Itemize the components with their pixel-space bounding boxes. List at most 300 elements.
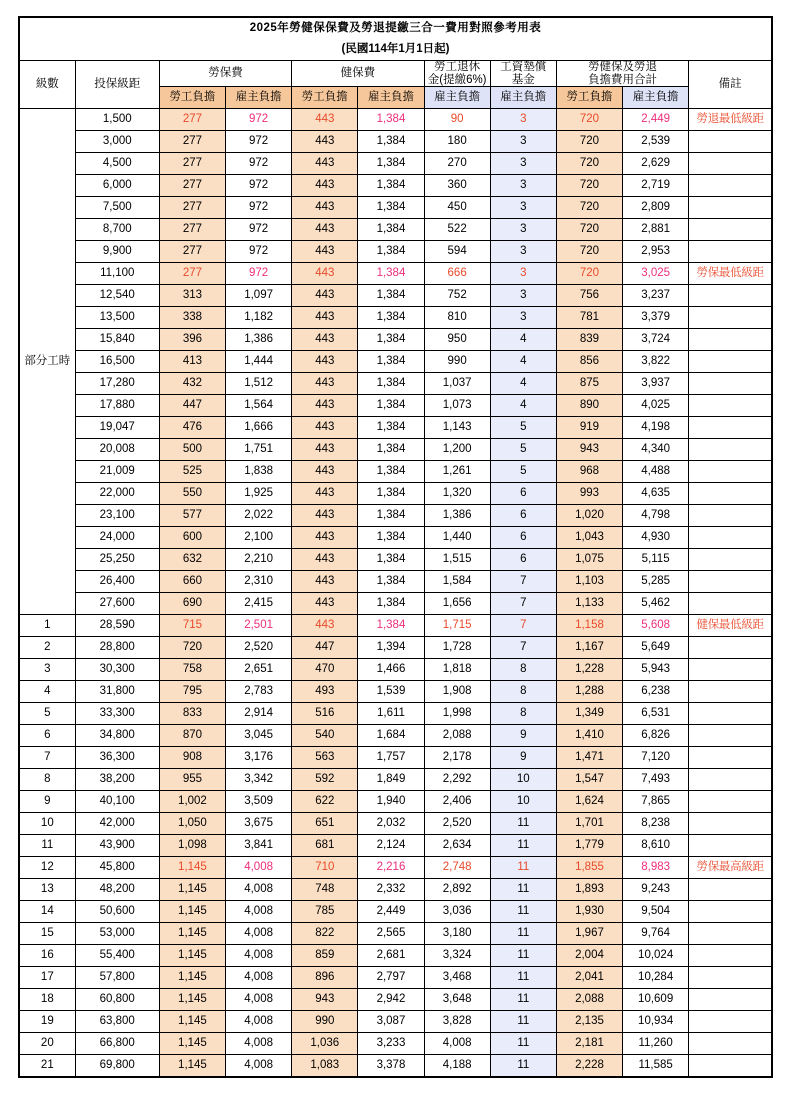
- cell-salary-bracket: 11,100: [75, 263, 159, 285]
- cell-labor-pension: 1,143: [424, 417, 490, 439]
- cell-total-employer: 4,198: [623, 417, 689, 439]
- cell-note: [689, 571, 772, 593]
- cell-wage-fund: 3: [490, 109, 556, 131]
- table-row: [19, 483, 772, 505]
- cell-labor-pension: 3,324: [424, 945, 490, 967]
- cell-health-insurance-employee: 443: [292, 461, 358, 483]
- cell-total-employee: 720: [556, 197, 622, 219]
- cell-salary-bracket: 25,250: [75, 549, 159, 571]
- cell-salary-bracket: 23,100: [75, 505, 159, 527]
- table-row: [19, 725, 772, 747]
- table-row: [19, 813, 772, 835]
- cell-total-employee: 993: [556, 483, 622, 505]
- cell-health-insurance-employer: 2,124: [358, 835, 424, 857]
- cell-total-employee: 2,228: [556, 1055, 622, 1078]
- cell-health-insurance-employee: 748: [292, 879, 358, 901]
- table-row: [19, 681, 772, 703]
- cell-labor-pension: 1,656: [424, 593, 490, 615]
- table-row: [19, 197, 772, 219]
- cell-health-insurance-employer: 2,449: [358, 901, 424, 923]
- cell-health-insurance-employee: 785: [292, 901, 358, 923]
- cell-level: 9: [19, 791, 75, 813]
- cell-note: [689, 439, 772, 461]
- cell-health-insurance-employee: 681: [292, 835, 358, 857]
- cell-note: [689, 219, 772, 241]
- cell-labor-insurance-employer: 2,651: [226, 659, 292, 681]
- header-total-employer: 雇主負擔: [623, 87, 689, 109]
- cell-labor-pension: 1,037: [424, 373, 490, 395]
- cell-note: [689, 461, 772, 483]
- cell-total-employee: 2,041: [556, 967, 622, 989]
- cell-total-employee: 919: [556, 417, 622, 439]
- cell-labor-insurance-employee: 1,145: [159, 923, 225, 945]
- cell-salary-bracket: 40,100: [75, 791, 159, 813]
- cell-level: 21: [19, 1055, 75, 1078]
- cell-total-employer: 4,488: [623, 461, 689, 483]
- cell-health-insurance-employer: 1,384: [358, 197, 424, 219]
- cell-wage-fund: 11: [490, 923, 556, 945]
- cell-health-insurance-employer: 2,681: [358, 945, 424, 967]
- cell-labor-insurance-employee: 277: [159, 219, 225, 241]
- cell-health-insurance-employer: 1,384: [358, 373, 424, 395]
- cell-labor-insurance-employer: 4,008: [226, 879, 292, 901]
- cell-labor-insurance-employer: 4,008: [226, 1055, 292, 1078]
- cell-note: 勞保最高級距: [689, 857, 772, 879]
- cell-salary-bracket: 16,500: [75, 351, 159, 373]
- cell-salary-bracket: 66,800: [75, 1033, 159, 1055]
- cell-wage-fund: 5: [490, 417, 556, 439]
- cell-note: [689, 373, 772, 395]
- cell-labor-insurance-employee: 577: [159, 505, 225, 527]
- cell-health-insurance-employee: 443: [292, 241, 358, 263]
- cell-total-employee: 1,701: [556, 813, 622, 835]
- cell-note: [689, 659, 772, 681]
- table-row: [19, 923, 772, 945]
- cell-level: 18: [19, 989, 75, 1011]
- table-row: [19, 747, 772, 769]
- cell-note: [689, 241, 772, 263]
- cell-note: 健保最低級距: [689, 615, 772, 637]
- cell-labor-pension: 270: [424, 153, 490, 175]
- cell-wage-fund: 8: [490, 703, 556, 725]
- cell-labor-insurance-employer: 3,675: [226, 813, 292, 835]
- cell-health-insurance-employee: 443: [292, 329, 358, 351]
- cell-wage-fund: 7: [490, 615, 556, 637]
- table-row: [19, 285, 772, 307]
- cell-health-insurance-employee: 651: [292, 813, 358, 835]
- cell-wage-fund: 3: [490, 131, 556, 153]
- cell-labor-pension: 1,908: [424, 681, 490, 703]
- cell-labor-insurance-employee: 632: [159, 549, 225, 571]
- cell-health-insurance-employer: 1,384: [358, 395, 424, 417]
- cell-labor-insurance-employer: 2,310: [226, 571, 292, 593]
- cell-labor-insurance-employer: 4,008: [226, 901, 292, 923]
- cell-labor-pension: 1,998: [424, 703, 490, 725]
- cell-note: [689, 967, 772, 989]
- cell-total-employee: 2,181: [556, 1033, 622, 1055]
- cell-labor-pension: 180: [424, 131, 490, 153]
- cell-salary-bracket: 48,200: [75, 879, 159, 901]
- cell-note: [689, 395, 772, 417]
- cell-labor-insurance-employer: 1,564: [226, 395, 292, 417]
- cell-health-insurance-employee: 622: [292, 791, 358, 813]
- cell-labor-insurance-employer: 2,914: [226, 703, 292, 725]
- cell-labor-insurance-employee: 277: [159, 131, 225, 153]
- cell-labor-insurance-employer: 972: [226, 263, 292, 285]
- cell-labor-insurance-employer: 4,008: [226, 923, 292, 945]
- cell-salary-bracket: 9,900: [75, 241, 159, 263]
- cell-health-insurance-employee: 443: [292, 417, 358, 439]
- cell-total-employer: 4,340: [623, 439, 689, 461]
- cell-health-insurance-employee: 443: [292, 285, 358, 307]
- cell-wage-fund: 7: [490, 571, 556, 593]
- cell-wage-fund: 3: [490, 197, 556, 219]
- header-li-employee: 勞工負擔: [159, 87, 225, 109]
- cell-total-employee: 856: [556, 351, 622, 373]
- cell-labor-insurance-employer: 1,512: [226, 373, 292, 395]
- cell-total-employee: 1,893: [556, 879, 622, 901]
- cell-health-insurance-employer: 2,332: [358, 879, 424, 901]
- cell-total-employee: 781: [556, 307, 622, 329]
- cell-level: 20: [19, 1033, 75, 1055]
- cell-level: 6: [19, 725, 75, 747]
- cell-labor-pension: 2,634: [424, 835, 490, 857]
- page-subtitle: (民國114年1月1日起): [19, 39, 772, 61]
- cell-note: [689, 747, 772, 769]
- table-row: [19, 241, 772, 263]
- cell-labor-insurance-employer: 972: [226, 175, 292, 197]
- cell-health-insurance-employee: 443: [292, 153, 358, 175]
- cell-labor-pension: 522: [424, 219, 490, 241]
- cell-note: [689, 131, 772, 153]
- cell-health-insurance-employer: 1,384: [358, 549, 424, 571]
- cell-note: [689, 901, 772, 923]
- cell-labor-insurance-employee: 277: [159, 241, 225, 263]
- cell-wage-fund: 11: [490, 901, 556, 923]
- cell-total-employee: 1,167: [556, 637, 622, 659]
- cell-note: [689, 923, 772, 945]
- subtitle-row: [19, 39, 772, 61]
- cell-labor-pension: 3,036: [424, 901, 490, 923]
- cell-health-insurance-employer: 1,384: [358, 571, 424, 593]
- cell-salary-bracket: 27,600: [75, 593, 159, 615]
- cell-total-employer: 3,025: [623, 263, 689, 285]
- cell-total-employer: 2,539: [623, 131, 689, 153]
- cell-labor-insurance-employee: 1,098: [159, 835, 225, 857]
- cell-labor-insurance-employer: 1,444: [226, 351, 292, 373]
- cell-wage-fund: 6: [490, 483, 556, 505]
- cell-total-employer: 2,953: [623, 241, 689, 263]
- cell-total-employer: 10,284: [623, 967, 689, 989]
- cell-total-employer: 11,260: [623, 1033, 689, 1055]
- cell-total-employee: 2,004: [556, 945, 622, 967]
- cell-labor-insurance-employer: 1,097: [226, 285, 292, 307]
- cell-total-employee: 1,855: [556, 857, 622, 879]
- table-row: [19, 351, 772, 373]
- cell-total-employee: 756: [556, 285, 622, 307]
- cell-health-insurance-employer: 1,940: [358, 791, 424, 813]
- cell-level: 3: [19, 659, 75, 681]
- cell-labor-insurance-employer: 1,838: [226, 461, 292, 483]
- cell-health-insurance-employee: 447: [292, 637, 358, 659]
- cell-health-insurance-employer: 1,539: [358, 681, 424, 703]
- cell-wage-fund: 6: [490, 505, 556, 527]
- cell-health-insurance-employer: 1,384: [358, 307, 424, 329]
- cell-total-employer: 4,798: [623, 505, 689, 527]
- table-row: [19, 373, 772, 395]
- cell-note: [689, 1011, 772, 1033]
- cell-salary-bracket: 8,700: [75, 219, 159, 241]
- cell-labor-insurance-employer: 2,520: [226, 637, 292, 659]
- cell-salary-bracket: 3,000: [75, 131, 159, 153]
- cell-labor-insurance-employee: 908: [159, 747, 225, 769]
- cell-health-insurance-employer: 2,797: [358, 967, 424, 989]
- cell-health-insurance-employer: 1,384: [358, 505, 424, 527]
- cell-labor-insurance-employer: 3,342: [226, 769, 292, 791]
- cell-health-insurance-employer: 1,384: [358, 153, 424, 175]
- cell-total-employer: 4,025: [623, 395, 689, 417]
- cell-note: 勞退最低級距: [689, 109, 772, 131]
- cell-labor-pension: 3,648: [424, 989, 490, 1011]
- cell-health-insurance-employer: 1,384: [358, 527, 424, 549]
- cell-total-employee: 1,158: [556, 615, 622, 637]
- cell-level: 12: [19, 857, 75, 879]
- table-row: [19, 417, 772, 439]
- cell-health-insurance-employee: 443: [292, 439, 358, 461]
- cell-salary-bracket: 6,000: [75, 175, 159, 197]
- cell-health-insurance-employee: 443: [292, 109, 358, 131]
- cell-health-insurance-employer: 1,384: [358, 263, 424, 285]
- cell-total-employee: 1,471: [556, 747, 622, 769]
- cell-wage-fund: 11: [490, 989, 556, 1011]
- cell-salary-bracket: 34,800: [75, 725, 159, 747]
- header-health-insurance: 健保費: [292, 61, 424, 87]
- cell-salary-bracket: 17,280: [75, 373, 159, 395]
- cell-labor-insurance-employer: 972: [226, 109, 292, 131]
- cell-health-insurance-employee: 443: [292, 593, 358, 615]
- cell-health-insurance-employee: 822: [292, 923, 358, 945]
- cell-wage-fund: 5: [490, 461, 556, 483]
- cell-labor-insurance-employee: 1,050: [159, 813, 225, 835]
- header-labor-insurance: 勞保費: [159, 61, 291, 87]
- cell-wage-fund: 3: [490, 263, 556, 285]
- table-row: [19, 549, 772, 571]
- cell-health-insurance-employee: 443: [292, 483, 358, 505]
- cell-health-insurance-employer: 1,849: [358, 769, 424, 791]
- cell-total-employer: 7,493: [623, 769, 689, 791]
- cell-level: 8: [19, 769, 75, 791]
- cell-labor-insurance-employer: 972: [226, 131, 292, 153]
- cell-note: [689, 791, 772, 813]
- cell-total-employee: 890: [556, 395, 622, 417]
- table-row: [19, 703, 772, 725]
- cell-health-insurance-employee: 443: [292, 527, 358, 549]
- cell-health-insurance-employer: 1,384: [358, 439, 424, 461]
- cell-labor-insurance-employer: 4,008: [226, 1033, 292, 1055]
- cell-labor-insurance-employer: 1,182: [226, 307, 292, 329]
- cell-salary-bracket: 20,008: [75, 439, 159, 461]
- cell-labor-insurance-employee: 600: [159, 527, 225, 549]
- cell-wage-fund: 11: [490, 857, 556, 879]
- cell-labor-insurance-employee: 277: [159, 197, 225, 219]
- cell-health-insurance-employee: 859: [292, 945, 358, 967]
- cell-labor-insurance-employee: 720: [159, 637, 225, 659]
- cell-health-insurance-employer: 1,384: [358, 175, 424, 197]
- cell-labor-insurance-employee: 338: [159, 307, 225, 329]
- cell-labor-insurance-employer: 3,045: [226, 725, 292, 747]
- cell-level: 11: [19, 835, 75, 857]
- cell-labor-insurance-employer: 2,210: [226, 549, 292, 571]
- cell-labor-insurance-employee: 870: [159, 725, 225, 747]
- cell-health-insurance-employee: 443: [292, 395, 358, 417]
- cell-wage-fund: 8: [490, 681, 556, 703]
- cell-health-insurance-employer: 2,032: [358, 813, 424, 835]
- cell-health-insurance-employee: 443: [292, 549, 358, 571]
- cell-health-insurance-employer: 3,233: [358, 1033, 424, 1055]
- cell-health-insurance-employee: 540: [292, 725, 358, 747]
- cell-labor-insurance-employer: 4,008: [226, 1011, 292, 1033]
- table-row: [19, 769, 772, 791]
- cell-total-employer: 3,237: [623, 285, 689, 307]
- table-row: [19, 659, 772, 681]
- table-row: [19, 153, 772, 175]
- cell-health-insurance-employee: 493: [292, 681, 358, 703]
- cell-note: [689, 505, 772, 527]
- cell-note: [689, 725, 772, 747]
- cell-labor-insurance-employee: 1,145: [159, 857, 225, 879]
- cell-wage-fund: 11: [490, 1011, 556, 1033]
- cell-labor-insurance-employee: 833: [159, 703, 225, 725]
- cell-level: 10: [19, 813, 75, 835]
- cell-total-employer: 3,822: [623, 351, 689, 373]
- cell-health-insurance-employer: 1,384: [358, 615, 424, 637]
- cell-salary-bracket: 22,000: [75, 483, 159, 505]
- cell-salary-bracket: 26,400: [75, 571, 159, 593]
- cell-total-employer: 2,719: [623, 175, 689, 197]
- cell-labor-pension: 2,892: [424, 879, 490, 901]
- cell-labor-pension: 666: [424, 263, 490, 285]
- header-hi-employee: 勞工負擔: [292, 87, 358, 109]
- cell-note: [689, 527, 772, 549]
- cell-labor-insurance-employee: 1,145: [159, 1033, 225, 1055]
- cell-salary-bracket: 24,000: [75, 527, 159, 549]
- cell-labor-pension: 1,728: [424, 637, 490, 659]
- cell-labor-pension: 360: [424, 175, 490, 197]
- cell-note: [689, 681, 772, 703]
- premium-comparison-table: [18, 16, 773, 1078]
- cell-labor-insurance-employee: 1,002: [159, 791, 225, 813]
- cell-health-insurance-employee: 443: [292, 571, 358, 593]
- cell-wage-fund: 10: [490, 769, 556, 791]
- cell-health-insurance-employer: 1,757: [358, 747, 424, 769]
- cell-labor-pension: 1,261: [424, 461, 490, 483]
- cell-labor-pension: 1,515: [424, 549, 490, 571]
- cell-health-insurance-employee: 710: [292, 857, 358, 879]
- table-row: [19, 637, 772, 659]
- cell-labor-insurance-employee: 525: [159, 461, 225, 483]
- cell-total-employer: 2,629: [623, 153, 689, 175]
- table-row: [19, 527, 772, 549]
- table-row: [19, 945, 772, 967]
- cell-health-insurance-employer: 3,087: [358, 1011, 424, 1033]
- table-row: [19, 571, 772, 593]
- cell-labor-insurance-employer: 4,008: [226, 857, 292, 879]
- cell-salary-bracket: 21,009: [75, 461, 159, 483]
- cell-labor-pension: 594: [424, 241, 490, 263]
- table-row: [19, 1033, 772, 1055]
- cell-labor-insurance-employee: 690: [159, 593, 225, 615]
- cell-salary-bracket: 4,500: [75, 153, 159, 175]
- cell-salary-bracket: 43,900: [75, 835, 159, 857]
- cell-total-employer: 11,585: [623, 1055, 689, 1078]
- cell-salary-bracket: 13,500: [75, 307, 159, 329]
- cell-labor-pension: 2,520: [424, 813, 490, 835]
- cell-labor-insurance-employee: 758: [159, 659, 225, 681]
- cell-total-employer: 2,881: [623, 219, 689, 241]
- cell-health-insurance-employee: 443: [292, 263, 358, 285]
- table-row: [19, 879, 772, 901]
- cell-wage-fund: 3: [490, 175, 556, 197]
- cell-labor-insurance-employer: 3,841: [226, 835, 292, 857]
- table-row: [19, 901, 772, 923]
- cell-note: [689, 703, 772, 725]
- cell-health-insurance-employee: 443: [292, 615, 358, 637]
- cell-level: 15: [19, 923, 75, 945]
- cell-labor-pension: 990: [424, 351, 490, 373]
- part-time-label: 部分工時: [19, 109, 75, 615]
- cell-total-employee: 839: [556, 329, 622, 351]
- cell-total-employee: 2,088: [556, 989, 622, 1011]
- cell-labor-pension: 4,188: [424, 1055, 490, 1078]
- cell-labor-pension: 3,180: [424, 923, 490, 945]
- cell-wage-fund: 6: [490, 549, 556, 571]
- table-row: [19, 131, 772, 153]
- cell-labor-insurance-employee: 413: [159, 351, 225, 373]
- cell-labor-insurance-employee: 1,145: [159, 901, 225, 923]
- cell-total-employee: 1,288: [556, 681, 622, 703]
- table-row: [19, 857, 772, 879]
- cell-health-insurance-employee: 896: [292, 967, 358, 989]
- cell-total-employer: 6,531: [623, 703, 689, 725]
- table-row: [19, 461, 772, 483]
- cell-total-employee: 1,043: [556, 527, 622, 549]
- table-row: [19, 1011, 772, 1033]
- page-title: 2025年勞健保保費及勞退提繳三合一費用對照參考用表: [19, 17, 772, 39]
- cell-wage-fund: 4: [490, 329, 556, 351]
- cell-wage-fund: 4: [490, 395, 556, 417]
- cell-labor-insurance-employee: 1,145: [159, 1055, 225, 1078]
- cell-level: 19: [19, 1011, 75, 1033]
- table-row: [19, 263, 772, 285]
- cell-labor-pension: 1,073: [424, 395, 490, 417]
- table-row: [19, 505, 772, 527]
- cell-labor-insurance-employer: 4,008: [226, 989, 292, 1011]
- cell-note: [689, 593, 772, 615]
- cell-total-employer: 9,764: [623, 923, 689, 945]
- cell-salary-bracket: 19,047: [75, 417, 159, 439]
- cell-labor-insurance-employee: 1,145: [159, 879, 225, 901]
- cell-labor-insurance-employer: 3,509: [226, 791, 292, 813]
- cell-total-employee: 1,228: [556, 659, 622, 681]
- cell-wage-fund: 11: [490, 945, 556, 967]
- cell-labor-insurance-employee: 795: [159, 681, 225, 703]
- cell-labor-insurance-employer: 4,008: [226, 967, 292, 989]
- cell-labor-pension: 810: [424, 307, 490, 329]
- table-row: [19, 615, 772, 637]
- cell-labor-pension: 1,584: [424, 571, 490, 593]
- cell-salary-bracket: 7,500: [75, 197, 159, 219]
- cell-labor-insurance-employer: 2,022: [226, 505, 292, 527]
